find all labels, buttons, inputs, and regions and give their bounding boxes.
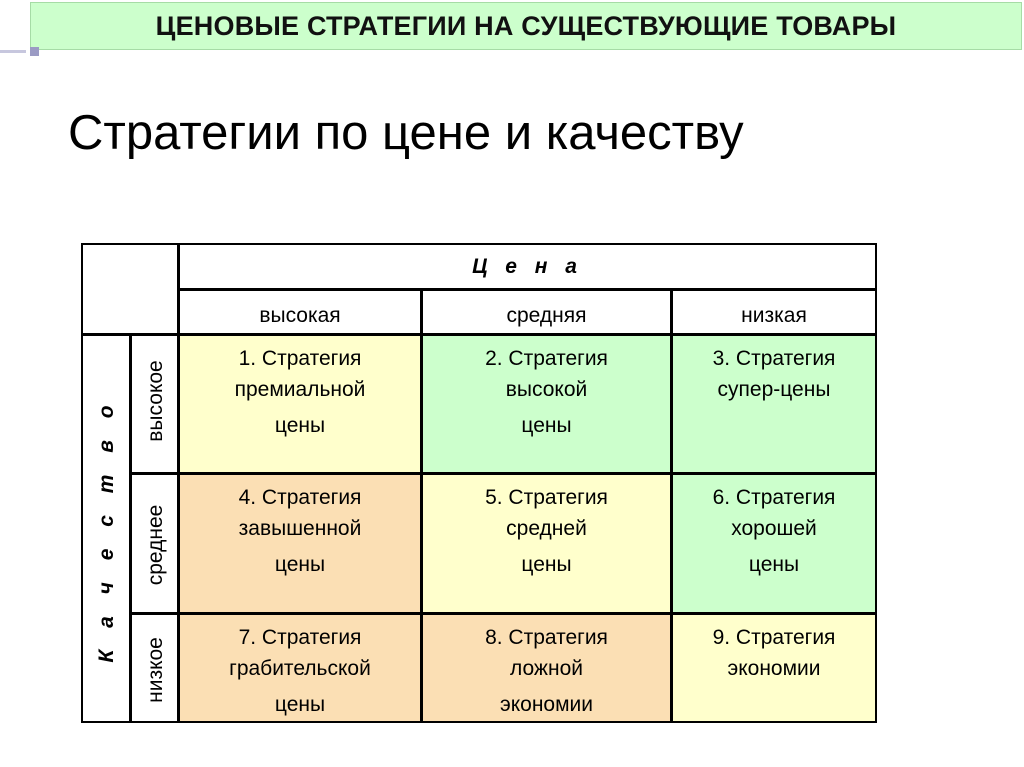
strategy-text-line: экономии: [727, 657, 821, 680]
strategy-text-line: 9. Стратегия: [712, 626, 836, 649]
strategy-text-line: 6. Стратегия: [712, 486, 836, 509]
top-bar: [0, 0, 1024, 50]
col-header-label: высокая: [259, 303, 341, 327]
strategy-text-line: цены: [521, 414, 572, 437]
section-header: [30, 2, 1022, 50]
price-header-cell: [178, 243, 877, 290]
strategy-cell-6: [671, 473, 877, 614]
strategy-text-line: 5. Стратегия: [485, 486, 608, 509]
section-header-text: ЦЕНОВЫЕ СТРАТЕГИИ НА СУЩЕСТВУЮЩИЕ ТОВАРЫ: [155, 10, 897, 41]
strategy-text-line: ложной: [510, 657, 583, 680]
strategy-text-line: 3. Стратегия: [712, 347, 836, 370]
slide-title: Стратегии по цене и качеству: [68, 106, 744, 160]
strategy-cell-2: [421, 334, 672, 474]
col-header-label: средняя: [506, 303, 587, 327]
strategy-text-line: 1. Стратегия: [238, 347, 362, 370]
strategy-cell-8: [421, 613, 672, 723]
quality-label: К а ч е с т в о: [95, 397, 118, 663]
accent-square: [30, 47, 39, 56]
strategy-text-line: цены: [274, 553, 326, 576]
strategy-text-line: грабительской: [229, 657, 371, 680]
row-header-label: высокое: [144, 360, 167, 442]
price-quality-table: [82, 244, 878, 724]
corner-accent-decoration: [0, 44, 44, 58]
strategy-cell-7: [178, 613, 422, 723]
strategy-text-line: супер-цены: [717, 378, 831, 401]
strategy-cell-1: [178, 334, 422, 474]
strategy-text-line: цены: [521, 553, 572, 576]
strategy-text-line: цены: [748, 553, 800, 576]
strategy-text-line: 8. Стратегия: [485, 626, 608, 649]
strategy-cell-3: [671, 334, 877, 474]
strategy-text-line: экономии: [500, 693, 593, 716]
row-header-medium: [130, 473, 179, 614]
strategy-cell-5: [421, 473, 672, 614]
strategy-text-line: хорошей: [731, 517, 817, 540]
strategy-cell-4: [178, 473, 422, 614]
row-header-low: [130, 613, 179, 723]
strategy-text-line: средней: [506, 517, 587, 540]
strategy-text-line: премиальной: [234, 378, 366, 401]
col-header-high: [178, 289, 422, 335]
row-header-label: низкое: [144, 637, 167, 703]
row-header-high: [130, 334, 179, 474]
strategy-text-line: 4. Стратегия: [238, 486, 362, 509]
col-header-low: [671, 289, 877, 335]
strategy-text-line: 2. Стратегия: [485, 347, 608, 370]
table-corner-cell: [81, 243, 179, 335]
strategy-text-line: цены: [274, 414, 326, 437]
strategy-text-line: завышенной: [238, 517, 362, 540]
strategy-text-line: цены: [274, 693, 326, 716]
accent-bar: [0, 50, 26, 53]
quality-header-cell: [81, 334, 131, 723]
row-header-label: среднее: [144, 504, 167, 586]
strategy-text-line: высокой: [505, 378, 588, 401]
col-header-label: низкая: [741, 303, 807, 327]
col-header-medium: [421, 289, 672, 335]
strategy-text-line: 7. Стратегия: [238, 626, 362, 649]
price-label: Ц е н а: [472, 255, 583, 278]
strategy-cell-9: [671, 613, 877, 723]
